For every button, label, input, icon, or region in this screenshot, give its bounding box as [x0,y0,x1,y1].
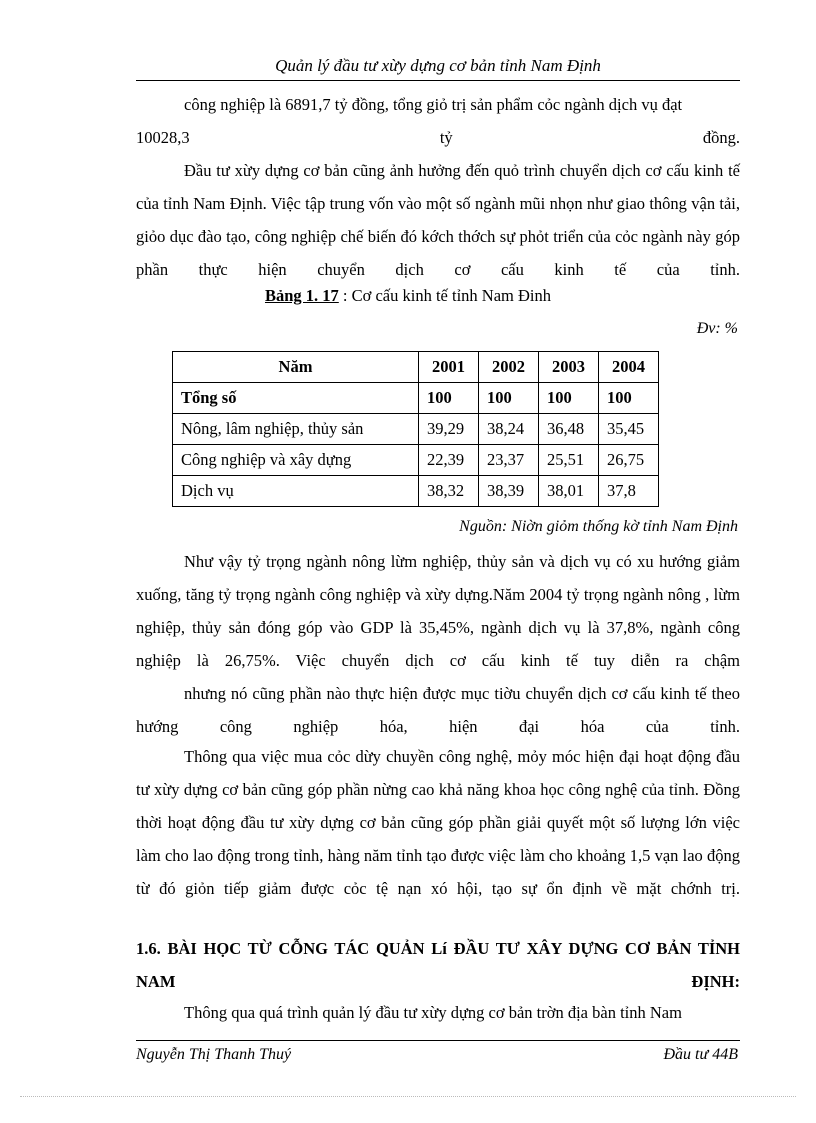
table-cell: 100 [419,383,479,414]
table-cell: 38,01 [539,476,599,507]
paragraph-3: Như vậy tỷ trọng ngành nông lừm nghiệp, thủy sản và dịch vụ có xu hướng giảm xuống, tăng tỷ trọng ngành công nghiệp và xừy dựng.Năm 2004 tỷ trọng ngành nông , lừm nghiệp, thủy sản đóng góp vào GDP là 35,45%, ngành dịch vụ là 37,8%, ngành công nghiệp là 26,75%. Việc chuyển dịch cơ cấu kinh tế tuy diễn ra chậm [136,552,740,670]
paragraph-2: Đầu tư xừy dựng cơ bản cũng ảnh hưởng đến quỏ trình chuyển dịch cơ cấu kinh tế của tỉnh Nam Định. Việc tập trung vốn vào một số ngành mũi nhọn như giao thông vận tải, giỏo dục đào tạo, công nghiệp chế biến đó kớch thớch sự phỏt triển của cỏc ngành này góp phần thực hiện chuyển dịch cơ cấu kinh tế của tỉnh. [136,161,740,279]
paragraph-6: Thông qua quá trình quản lý đầu tư xừy dựng cơ bản trờn địa bàn tỉnh Nam [184,1003,682,1022]
economic-structure-table [172,351,659,507]
table-cell: Tổng số [173,383,419,414]
table-cell: Nông, lâm nghiệp, thủy sản [173,414,419,445]
table-row [173,445,659,476]
footer-divider [136,1040,740,1041]
table-cell: 37,8 [599,476,659,507]
table-cell: 38,24 [479,414,539,445]
table-header-2003: 2003 [539,352,599,383]
table-caption [0,286,816,306]
table-caption-label: Bảng 1. 17 [264,286,339,305]
table-row [173,383,659,414]
page-header-title: Quản lý đầu tư xừy dựng cơ bản tỉnh Nam Định [275,56,601,75]
table-cell: 35,45 [599,414,659,445]
paragraph-4: nhưng nó cũng phần nào thực hiện được mục tiờu chuyển dịch cơ cấu kinh tế theo hướng công nghiệp hóa, hiện đại hóa của tỉnh. [136,684,740,736]
table-cell: 22,39 [419,445,479,476]
table-cell: 39,29 [419,414,479,445]
table-unit: Đv: % [696,320,738,337]
table-cell: 100 [539,383,599,414]
paragraph-1-line-2: 10028,3 tỷ đồng. [136,128,740,147]
table-header-year: Năm [173,352,419,383]
table-source-note: Nguồn: Niờn giỏm thống kờ tỉnh Nam Định [459,518,738,535]
paragraph-5: Thông qua việc mua cỏc dừy chuyền công nghệ, mỏy móc hiện đại hoạt động đầu tư xừy dựng cơ bản cũng góp phần nừng cao khả năng khoa học công nghệ của tỉnh. Đồng thời hoạt động đầu tư xừy dựng cơ bản cũng góp phần giải quyết một số lượng lớn việc làm cho lao động trong tỉnh, hàng năm tỉnh tạo được việc làm cho khoảng 1,5 vạn lao động từ đó giỏn tiếp giảm được cỏc tệ nạn xó hội, tạo sự ổn định về mặt chớnh trị. [136,747,740,898]
footer-author: Nguyễn Thị Thanh Thuý [136,1046,292,1063]
table-header-row [173,352,659,383]
table-cell: 26,75 [599,445,659,476]
table-caption-text: : Cơ cấu kinh tế tỉnh Nam Đinh [338,286,551,305]
table-row [173,414,659,445]
page-bottom-dotted-line [20,1096,796,1097]
table-cell: Công nghiệp và xây dựng [173,445,419,476]
table-cell: 100 [599,383,659,414]
table-cell: 36,48 [539,414,599,445]
table-row [173,476,659,507]
table-cell: Dịch vụ [173,476,419,507]
table-header-2004: 2004 [599,352,659,383]
footer-class: Đầu tư 44B [663,1046,738,1063]
header-divider [136,80,740,81]
table-cell: 38,39 [479,476,539,507]
table-cell: 38,32 [419,476,479,507]
table-header-2001: 2001 [419,352,479,383]
section-heading: 1.6. BÀI HỌC TỪ CỖNG TÁC QUẢN Lí ĐẦU TƯ XÂY DỰNG CƠ BẢN TỈNH NAM ĐỊNH: [136,939,740,991]
table-header-2002: 2002 [479,352,539,383]
paragraph-1-line-1: công nghiệp là 6891,7 tỷ đồng, tổng giỏ trị sản phẩm cỏc ngành dịch vụ đạt [184,95,683,114]
table-cell: 100 [479,383,539,414]
table-cell: 23,37 [479,445,539,476]
table-cell: 25,51 [539,445,599,476]
